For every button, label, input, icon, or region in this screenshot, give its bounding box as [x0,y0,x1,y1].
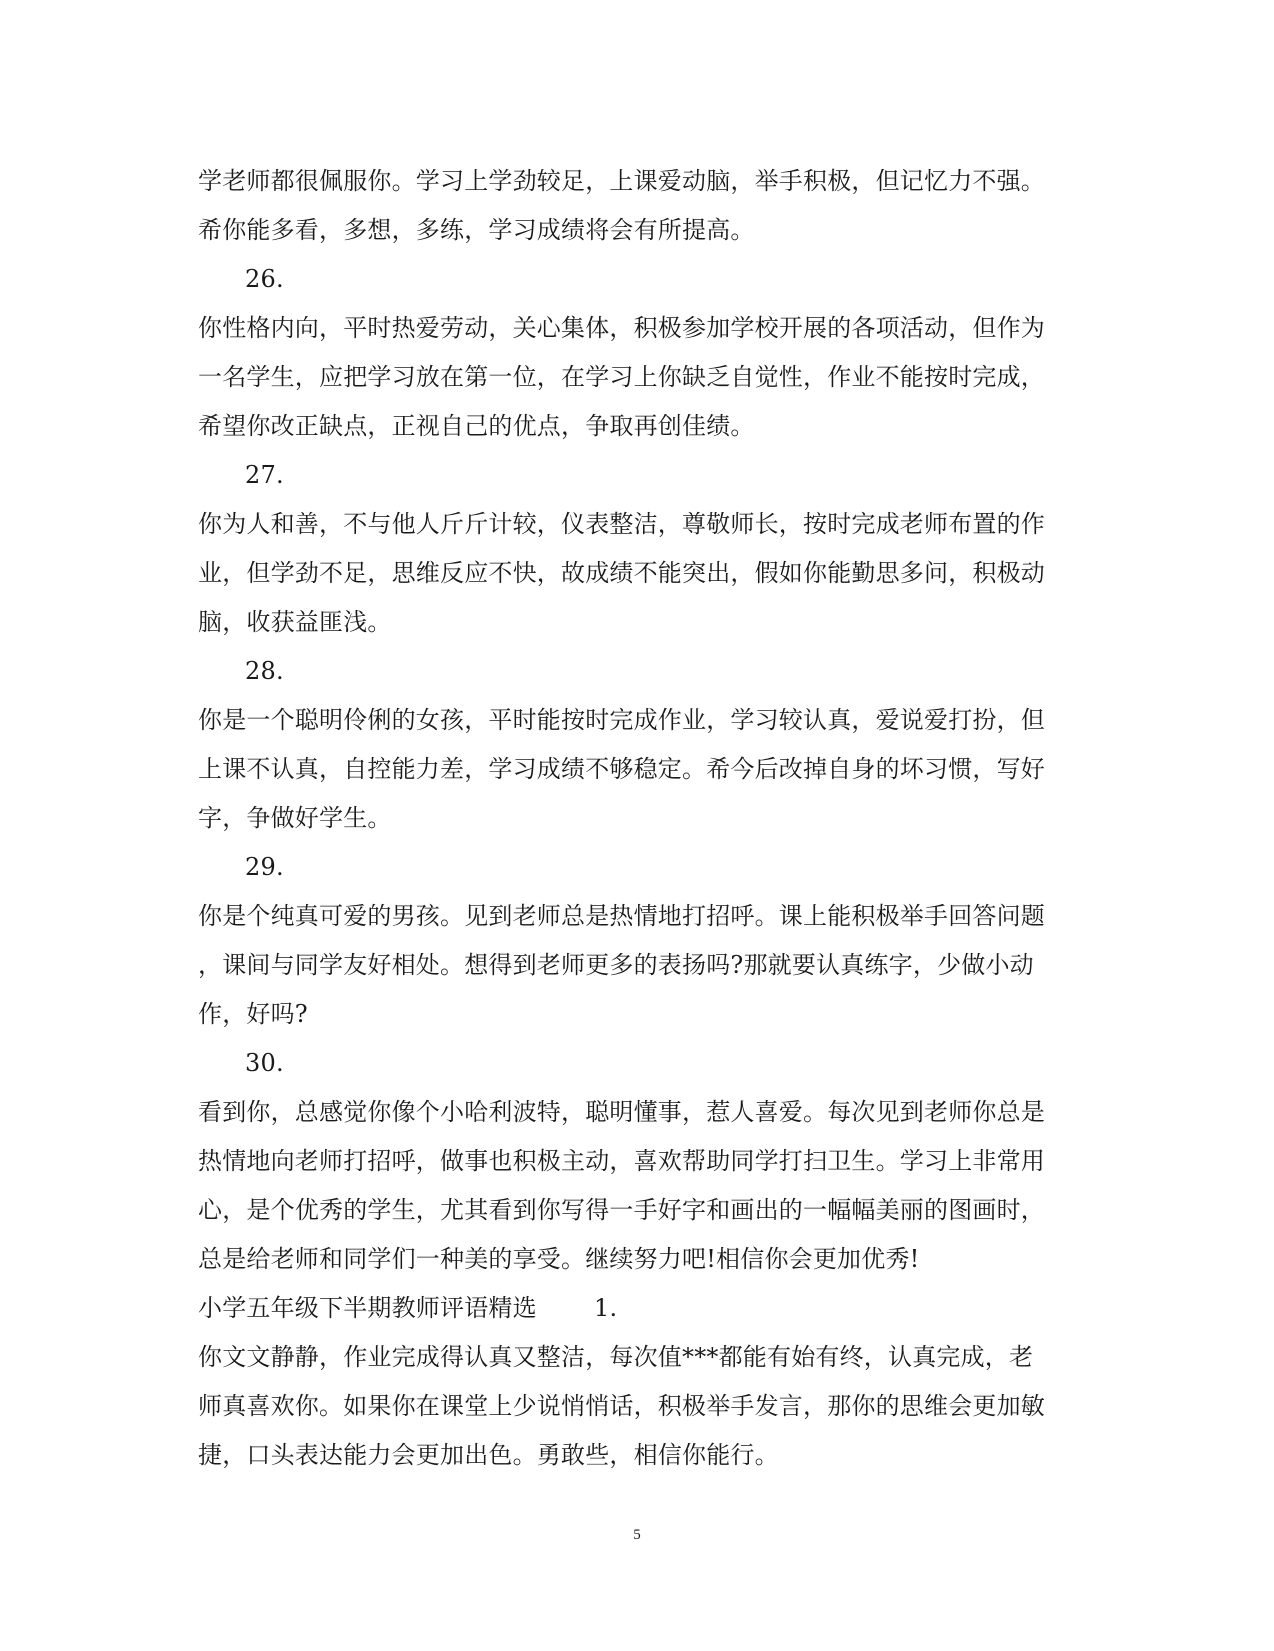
paragraph-line: 心，是个优秀的学生，尤其看到你写得一手好字和画出的一幅幅美丽的图画时， [198,1196,1045,1224]
comment-number-26: 26. [245,265,284,293]
paragraph-line: 你为人和善，不与他人斤斤计较，仪表整洁，尊敬师长，按时完成老师布置的作 [198,510,1045,538]
paragraph-line: 总是给老师和同学们一种美的享受。继续努力吧!相信你会更加优秀! [198,1245,920,1273]
paragraph-line: 你性格内向，平时热爱劳动，关心集体，积极参加学校开展的各项活动，但作为 [198,314,1045,342]
page-number: 5 [633,1527,641,1543]
document-body [198,157,1078,1480]
paragraph-line: 字，争做好学生。 [198,804,392,832]
comment-number-29: 29. [245,853,284,881]
comment-number-1: 1. [594,1294,618,1322]
paragraph-line: ，课间与同学友好相处。想得到老师更多的表扬吗?那就要认真练字，少做小动 [198,951,1034,979]
paragraph-line: 业，但学劲不足，思维反应不快，故成绩不能突出，假如你能勤思多问，积极动 [198,559,1045,587]
paragraph-line: 上课不认真，自控能力差，学习成绩不够稳定。希今后改掉自身的坏习惯，写好 [198,755,1045,783]
paragraph-line: 你是一个聪明伶俐的女孩，平时能按时完成作业，学习较认真，爱说爱打扮，但 [198,706,1045,734]
comment-number-28: 28. [245,657,284,685]
paragraph-line: 一名学生，应把学习放在第一位，在学习上你缺乏自觉性，作业不能按时完成， [198,363,1045,391]
paragraph-line: 看到你，总感觉你像个小哈利波特，聪明懂事，惹人喜爱。每次见到老师你总是 [198,1098,1045,1126]
paragraph-line: 作，好吗? [198,1000,308,1028]
paragraph-line: 脑，收获益匪浅。 [198,608,392,636]
paragraph-line: 希你能多看，多想，多练，学习成绩将会有所提高。 [198,216,755,244]
paragraph-line: 你文文静静，作业完成得认真又整洁，每次值***都能有始有终，认真完成，老 [198,1343,1034,1371]
section-heading [198,1284,1078,1333]
paragraph-line: 你是个纯真可爱的男孩。见到老师总是热情地打招呼。课上能积极举手回答问题 [198,902,1045,930]
section-title: 小学五年级下半期教师评语精选 [198,1294,537,1322]
paragraph-line: 希望你改正缺点，正视自己的优点，争取再创佳绩。 [198,412,755,440]
paragraph-line: 学老师都很佩服你。学习上学劲较足，上课爱动脑，举手积极，但记忆力不强。 [198,167,1045,195]
comment-number-30: 30. [245,1049,284,1077]
paragraph-line: 师真喜欢你。如果你在课堂上少说悄悄话，积极举手发言，那你的思维会更加敏 [198,1392,1045,1420]
comment-number-27: 27. [245,461,284,489]
paragraph-line: 捷，口头表达能力会更加出色。勇敢些，相信你能行。 [198,1441,779,1469]
paragraph-line: 热情地向老师打招呼，做事也积极主动，喜欢帮助同学打扫卫生。学习上非常用 [198,1147,1045,1175]
